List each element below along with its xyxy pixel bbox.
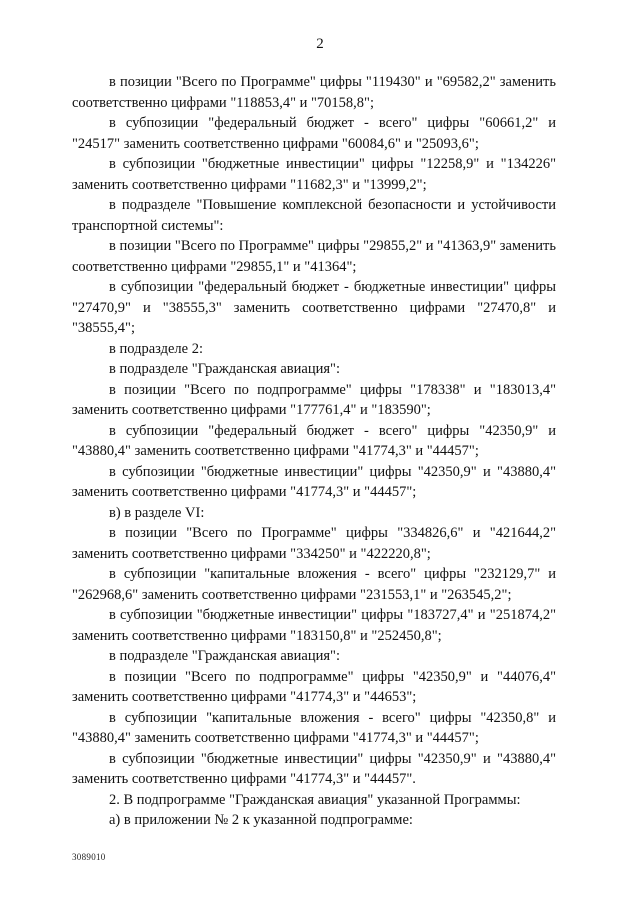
paragraph: а) в приложении № 2 к указанной подпрограмме:	[109, 812, 413, 828]
paragraph: в позиции "Всего по Программе" цифры "119430" и "69582,2" заменить соответственно цифрами "118853,4" и "70158,8";	[72, 74, 556, 111]
paragraph: в субпозиции "бюджетные инвестиции" цифры "183727,4" и "251874,2" заменить соответственно цифрами "183150,8" и "252450,8";	[72, 607, 556, 644]
paragraph: в позиции "Всего по подпрограмме" цифры "178338" и "183013,4" заменить соответственно цифрами "177761,4" и "183590";	[72, 381, 556, 418]
paragraph: в подразделе "Повышение комплексной безопасности и устойчивости транспортной системы":	[72, 197, 556, 234]
paragraph: в подразделе 2:	[109, 340, 203, 357]
paragraph: в позиции "Всего по Программе" цифры "334826,6" и "421644,2" заменить соответственно цифрами "334250" и "422220,8";	[72, 525, 556, 562]
paragraph: в субпозиции "федеральный бюджет - бюджетные инвестиции" цифры "27470,9" и "38555,3" заменить соответственно цифрами "27470,8" и "38555,4";	[72, 279, 556, 336]
document-body	[72, 72, 556, 831]
paragraph: в позиции "Всего по подпрограмме" цифры "42350,9" и "44076,4" заменить соответственно цифрами "41774,3" и "44653";	[72, 668, 556, 705]
paragraph: в субпозиции "бюджетные инвестиции" цифры "42350,9" и "43880,4" заменить соответственно цифрами "41774,3" и "44457";	[72, 463, 556, 500]
paragraph: в субпозиции "капитальные вложения - всего" цифры "232129,7" и "262968,6" заменить соответственно цифрами "231553,1" и "263545,2";	[72, 566, 556, 603]
page-number: 2	[316, 36, 324, 52]
paragraph: в подразделе "Гражданская авиация":	[109, 361, 340, 377]
paragraph: в субпозиции "бюджетные инвестиции" цифры "42350,9" и "43880,4" заменить соответственно цифрами "41774,3" и "44457".	[72, 750, 556, 787]
paragraph: в субпозиции "бюджетные инвестиции" цифры "12258,9" и "134226" заменить соответственно цифрами "11682,3" и "13999,2";	[72, 156, 556, 193]
paragraph: в подразделе "Гражданская авиация":	[109, 648, 340, 664]
paragraph: 2. В подпрограмме "Гражданская авиация" указанной Программы:	[109, 791, 521, 808]
paragraph: в субпозиции "федеральный бюджет - всего" цифры "60661,2" и "24517" заменить соответственно цифрами "60084,6" и "25093,6";	[72, 115, 556, 152]
paragraph: в субпозиции "федеральный бюджет - всего" цифры "42350,9" и "43880,4" заменить соответственно цифрами "41774,3" и "44457";	[72, 422, 556, 459]
paragraph: в) в разделе VI:	[109, 504, 205, 521]
paragraph: в субпозиции "капитальные вложения - всего" цифры "42350,8" и "43880,4" заменить соответственно цифрами "41774,3" и "44457";	[72, 709, 556, 746]
document-code: 3089010	[72, 852, 106, 862]
paragraph: в позиции "Всего по Программе" цифры "29855,2" и "41363,9" заменить соответственно цифрами "29855,1" и "41364";	[72, 238, 556, 275]
